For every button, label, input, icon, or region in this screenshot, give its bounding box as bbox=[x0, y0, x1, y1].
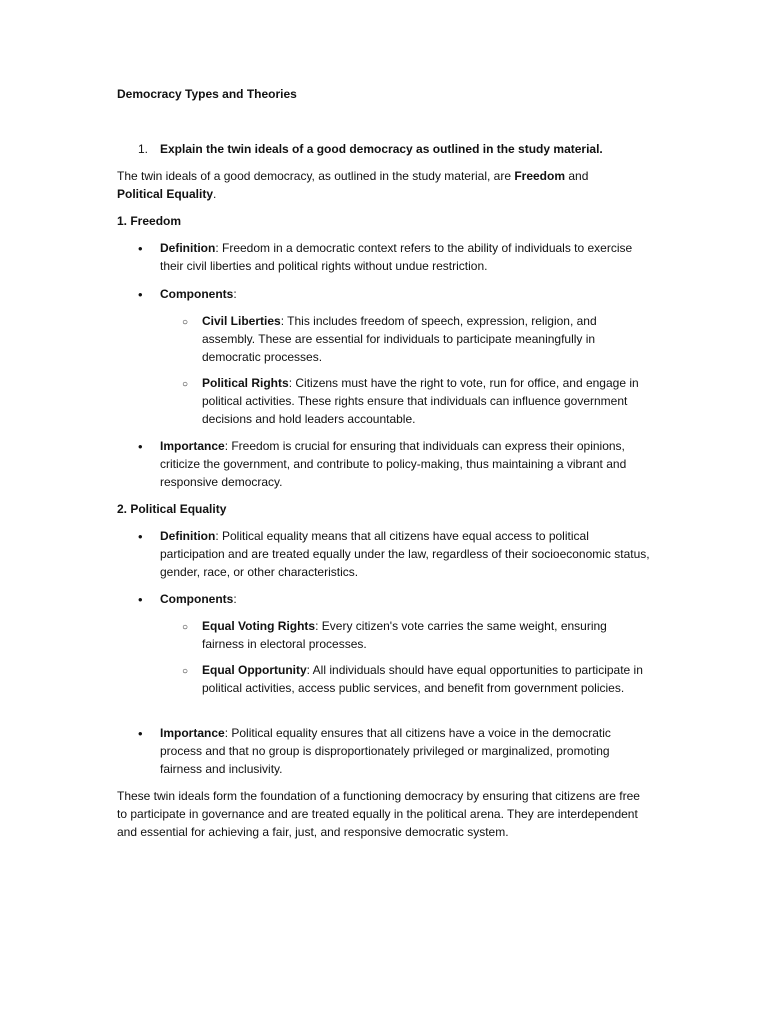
intro-end: . bbox=[213, 186, 217, 201]
intro-term-political-equality: Political Equality bbox=[117, 186, 214, 201]
civil-liberties-text: : This includes freedom of speech, expression, religion, and assembly. These are essential for individuals to participate meaningfully in democratic processes. bbox=[202, 314, 597, 364]
freedom-importance bbox=[160, 438, 650, 491]
definition-label: Definition bbox=[160, 529, 216, 543]
importance-text: : Freedom is crucial for ensuring that individuals can express their opinions, criticize the government, and contribute to policy-making, thus maintaining a vibrant and responsive democracy. bbox=[160, 439, 627, 489]
equality-definition bbox=[160, 528, 650, 581]
intro-paragraph bbox=[117, 168, 657, 204]
importance-text: : Political equality ensures that all citizens have a voice in the democratic process and that no group is disproportionately privileged or marginalized, promoting fairness and inclusivity. bbox=[160, 726, 611, 776]
question-text: Explain the twin ideals of a good democracy as outlined in the study material. bbox=[160, 142, 603, 156]
components-colon: : bbox=[233, 287, 237, 301]
equality-components bbox=[160, 591, 650, 609]
civil-liberties-item bbox=[202, 313, 647, 366]
equal-opportunity-item bbox=[202, 662, 647, 698]
equal-opportunity-text: : All individuals should have equal opportunities to participate in political activities, access public services, and benefit from government policies. bbox=[202, 663, 643, 695]
intro-and: and bbox=[565, 169, 589, 183]
political-rights-label: Political Rights bbox=[202, 376, 289, 390]
components-label: Components bbox=[160, 592, 234, 606]
bullet-icon: • bbox=[138, 439, 143, 454]
components-label: Components bbox=[160, 287, 234, 301]
bullet-icon: • bbox=[138, 287, 143, 302]
definition-label: Definition bbox=[160, 241, 216, 255]
freedom-definition bbox=[160, 240, 650, 276]
document-title: Democracy Types and Theories bbox=[117, 87, 297, 101]
conclusion-paragraph: These twin ideals form the foundation of a functioning democracy by ensuring that citizens are free to participate in governance and are treated equally in the political arena. They are interdependent and essential for achieving a fair, just, and responsive democratic system. bbox=[117, 789, 640, 839]
importance-label: Importance bbox=[160, 439, 225, 453]
equal-voting-rights-text: : Every citizen's vote carries the same weight, ensuring fairness in electoral processes. bbox=[202, 619, 607, 651]
equality-importance bbox=[160, 725, 650, 778]
intro-prefix: The twin ideals of a good democracy, as outlined in the study material, are bbox=[117, 169, 515, 183]
bullet-icon: • bbox=[138, 592, 143, 607]
equal-opportunity-label: Equal Opportunity bbox=[202, 663, 307, 677]
sub-bullet-icon: ○ bbox=[182, 379, 189, 390]
bullet-icon: • bbox=[138, 529, 143, 544]
sub-bullet-icon: ○ bbox=[182, 622, 189, 633]
civil-liberties-label: Civil Liberties bbox=[202, 314, 281, 328]
equal-voting-rights-label: Equal Voting Rights bbox=[202, 619, 316, 633]
definition-text: : Political equality means that all citizens have equal access to political participation and are treated equally under the law, regardless of their socioeconomic status, gender, race, or other characteristics. bbox=[160, 529, 650, 579]
components-colon: : bbox=[233, 592, 237, 606]
freedom-components bbox=[160, 286, 650, 304]
section-heading-freedom: 1. Freedom bbox=[117, 214, 182, 228]
bullet-icon: • bbox=[138, 241, 143, 256]
intro-term-freedom: Freedom bbox=[514, 169, 566, 183]
definition-text: : Freedom in a democratic context refers to the ability of individuals to exercise their civil liberties and political rights without undue restriction. bbox=[160, 241, 633, 273]
sub-bullet-icon: ○ bbox=[182, 317, 189, 328]
bullet-icon: • bbox=[138, 726, 143, 741]
equal-voting-rights-item bbox=[202, 618, 647, 654]
political-rights-item bbox=[202, 375, 647, 428]
section-heading-political-equality: 2. Political Equality bbox=[117, 502, 227, 516]
question-number: 1. bbox=[138, 142, 149, 156]
importance-label: Importance bbox=[160, 726, 225, 740]
sub-bullet-icon: ○ bbox=[182, 666, 189, 677]
political-rights-text: : Citizens must have the right to vote, run for office, and engage in political activities. These rights ensure that individuals can influence government decisions and hold leaders accountable. bbox=[202, 376, 639, 426]
